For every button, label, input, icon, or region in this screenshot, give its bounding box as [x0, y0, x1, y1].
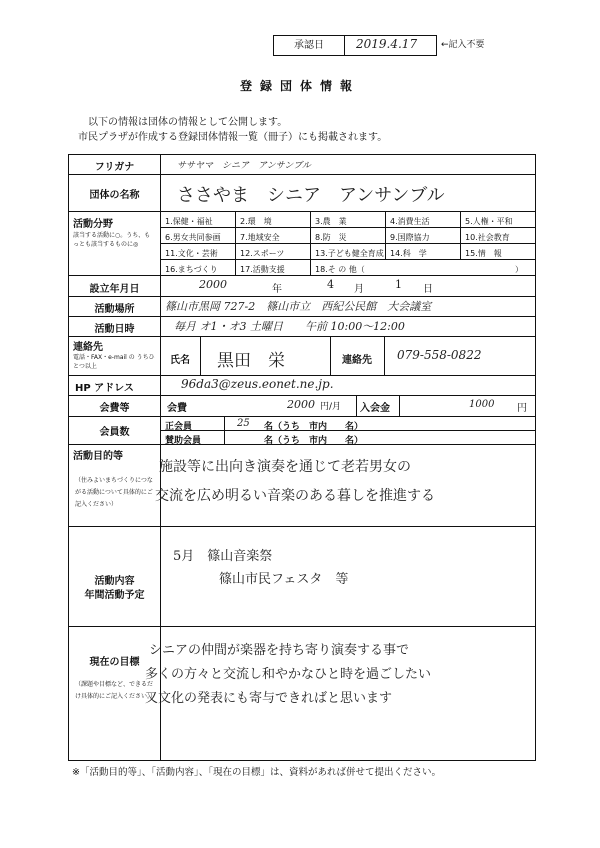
- contact-note: 電話・FAX・e-mail の うちひとつ以上: [73, 354, 155, 370]
- place-value: 篠山市黒岡 727-2 篠山市立 西紀公民館 大会議室: [165, 300, 432, 313]
- regular-member-label: 正会員: [165, 422, 193, 432]
- field-item-5[interactable]: 5.人権・平和: [465, 217, 513, 226]
- goal-note: （課題や目標など、できるだけ具体的にご記入ください。）: [75, 681, 157, 700]
- field-item-14[interactable]: 14.科 学: [390, 249, 427, 258]
- purpose-line-2: 交流を広め明るい音楽のある暮しを推進する: [155, 488, 435, 504]
- plan-label-1: 活動内容: [94, 576, 135, 587]
- plan-line-1: 5月 篠山音楽祭: [173, 549, 273, 564]
- field-item-16[interactable]: 16.まちづくり: [165, 265, 218, 274]
- field-item-17[interactable]: 17.活動支援: [240, 265, 285, 274]
- contact-name-label: 氏名: [170, 355, 190, 366]
- intro-line-1: 以下の情報は団体の情報として公開します。: [88, 117, 288, 128]
- intro-line-2: 市民プラザが作成する登録団体情報一覧（冊子）にも掲載されます。: [78, 132, 388, 143]
- regular-member-close: 名）: [345, 422, 364, 432]
- contact-tel-value: 079-558-0822: [397, 348, 482, 362]
- field-item-1[interactable]: 1.保健・福祉: [165, 217, 213, 226]
- entry-fee-label: 入会金: [360, 403, 390, 414]
- regular-member-unit: 名（うち 市内: [264, 422, 328, 432]
- datetime-label: 活動日時: [94, 324, 135, 335]
- fee-row-label: 会費等: [99, 403, 130, 414]
- members-label: 会員数: [99, 427, 130, 438]
- field-item-10[interactable]: 10.社会教育: [465, 233, 510, 242]
- furigana-label: フリガナ: [94, 162, 135, 173]
- goal-line-3: 又文化の発表にも寄与できればと思います: [145, 691, 393, 706]
- field-item-11[interactable]: 11.文化・芸術: [165, 249, 218, 258]
- footer-note: ※「活動目的等」、「活動内容」、「現在の目標」は、資料があれば併せて提出ください。: [72, 767, 441, 778]
- place-label: 活動場所: [94, 304, 135, 315]
- purpose-line-1: 施設等に出向き演奏を通じて老若男女の: [159, 459, 411, 475]
- field-label: 活動分野: [73, 219, 113, 230]
- field-item-6[interactable]: 6.男女共同参画: [165, 233, 221, 242]
- field-item-12[interactable]: 12.スポーツ: [240, 249, 285, 258]
- datetime-value: 毎月 オ1・オ3 土曜日 午前 10:00〜12:00: [174, 320, 405, 333]
- fee-value: 2000: [287, 398, 315, 411]
- hp-label: HP アドレス: [75, 383, 134, 394]
- field-item-18-close: ）: [515, 265, 523, 274]
- established-day-unit: 日: [423, 284, 433, 295]
- field-item-8[interactable]: 8.防 災: [315, 233, 347, 242]
- established-label: 設立年月日: [89, 284, 140, 295]
- regular-member-value: 25: [237, 418, 250, 429]
- plan-line-2: 篠山市民フェスタ 等: [219, 572, 349, 587]
- fee-unit: 円/月: [320, 402, 342, 412]
- entry-fee-unit: 円: [517, 403, 527, 414]
- field-item-15[interactable]: 15.情 報: [465, 249, 502, 258]
- page-title: 登録団体情報: [239, 79, 360, 93]
- purpose-label: 活動目的等: [73, 451, 123, 462]
- support-member-unit: 名（うち 市内: [264, 436, 328, 446]
- goal-line-2: 多くの方々と交流し和やかなひと時を過ごしたい: [145, 667, 432, 682]
- established-month-unit: 月: [354, 284, 364, 295]
- approval-date: 2019.4.17: [356, 37, 418, 51]
- field-item-9[interactable]: 9.国際協力: [390, 233, 430, 242]
- group-name-value: ささやま シニア アンサンブル: [177, 185, 445, 206]
- goal-line-1: シニアの仲間が楽器を持ち寄り演奏する事で: [149, 643, 410, 658]
- furigana-value: ササヤマ シニア アンサンブル: [177, 161, 311, 171]
- established-day: 1: [395, 278, 402, 291]
- registration-form: [68, 154, 536, 761]
- field-item-2[interactable]: 2.環 境: [240, 217, 272, 226]
- fee-label: 会費: [167, 403, 187, 414]
- field-item-13[interactable]: 13.子ども健全育成: [315, 249, 384, 258]
- field-item-4[interactable]: 4.消費生活: [390, 217, 430, 226]
- established-month: 4: [327, 278, 334, 291]
- support-member-close: 名）: [345, 436, 364, 446]
- established-year: 2000: [199, 278, 227, 291]
- field-item-7[interactable]: 7.地域安全: [240, 233, 280, 242]
- plan-label-2: 年間活動予定: [84, 590, 145, 601]
- approval-note: ←記入不要: [441, 40, 485, 50]
- contact-tel-label: 連絡先: [342, 355, 372, 366]
- purpose-note: （住みよいまちづくりにつながる活動について具体的にご記入ください）: [75, 477, 153, 508]
- support-member-label: 賛助会員: [165, 436, 202, 446]
- approval-box: [273, 35, 437, 56]
- established-year-unit: 年: [272, 284, 282, 295]
- field-item-3[interactable]: 3.農 業: [315, 217, 347, 226]
- contact-name-value: 黒田 栄: [217, 351, 285, 371]
- approval-label: 承認日: [274, 36, 345, 55]
- goal-label: 現在の目標: [89, 657, 140, 668]
- field-item-18[interactable]: 18.そ の 他（: [315, 265, 365, 274]
- hp-value: 96da3@zeus.eonet.ne.jp.: [181, 377, 334, 391]
- contact-label: 連絡先: [73, 342, 103, 353]
- entry-fee-value: 1000: [469, 399, 495, 410]
- field-note: 該当する活動に○。うち、もっとも該当するものに◎: [73, 232, 151, 248]
- group-name-label: 団体の名称: [89, 190, 140, 201]
